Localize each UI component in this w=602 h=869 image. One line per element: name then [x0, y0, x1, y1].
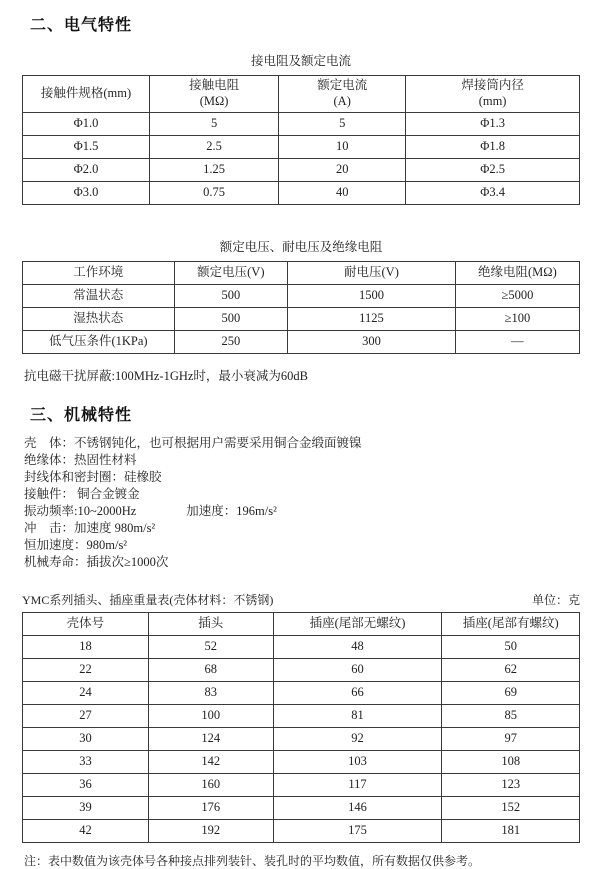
header-cell: 焊接筒内径 (mm)	[406, 76, 580, 113]
table-cell: 50	[442, 636, 580, 659]
table-cell: 1.25	[149, 159, 278, 182]
table-row	[23, 285, 580, 308]
table-cell: 1500	[288, 285, 456, 308]
table-cell: 30	[23, 728, 149, 751]
table-cell: 81	[273, 705, 442, 728]
table-cell: Φ3.0	[23, 182, 150, 205]
header-cell: 壳体号	[23, 613, 149, 636]
table-cell: Φ2.0	[23, 159, 150, 182]
table-cell: 300	[288, 331, 456, 354]
table-cell: 103	[273, 751, 442, 774]
table-cell: 500	[174, 285, 288, 308]
header-cell: 接触电阻 (MΩ)	[149, 76, 278, 113]
table-cell: 60	[273, 659, 442, 682]
voltage-table-caption: 额定电压、耐电压及绝缘电阻	[219, 240, 383, 254]
table-cell: Φ1.0	[23, 113, 150, 136]
table-cell: 146	[273, 797, 442, 820]
table-row	[23, 751, 580, 774]
table-cell: 92	[273, 728, 442, 751]
table-cell: 117	[273, 774, 442, 797]
table-cell: 40	[279, 182, 406, 205]
table-cell: 142	[148, 751, 273, 774]
table-row	[23, 705, 580, 728]
table-cell: ≥5000	[455, 285, 579, 308]
weight-table-caption: YMC系列插头、插座重量表(壳体材料：不锈钢)	[22, 593, 274, 607]
table-cell: 48	[273, 636, 442, 659]
table-cell: Φ1.8	[406, 136, 580, 159]
table-cell: 20	[279, 159, 406, 182]
table-cell: 250	[174, 331, 288, 354]
table-header	[23, 262, 580, 285]
spec-line: 机械寿命：插拔次≥1000次	[24, 555, 169, 569]
table-header	[23, 613, 580, 636]
table-cell: 97	[442, 728, 580, 751]
table-cell: 52	[148, 636, 273, 659]
table-cell: ≥100	[455, 308, 579, 331]
table-cell: 10	[279, 136, 406, 159]
table-row	[23, 113, 580, 136]
table-cell: 176	[148, 797, 273, 820]
table-row	[23, 331, 580, 354]
table-cell: 36	[23, 774, 149, 797]
table-cell: 0.75	[149, 182, 278, 205]
table-cell: Φ3.4	[406, 182, 580, 205]
table-cell: 175	[273, 820, 442, 843]
spec-line: 封线体和密封圈：硅橡胶	[24, 470, 162, 484]
section-electrical-title: 二、电气特性	[30, 17, 133, 34]
table-footnote: 注：表中数值为该壳体号各种接点排列装针、装孔时的平均数值，所有数据仅供参考。	[24, 854, 481, 868]
table-cell: 68	[148, 659, 273, 682]
weight-table-unit-label: 单位：克	[531, 593, 580, 607]
table-cell: 5	[279, 113, 406, 136]
table-cell: Φ2.5	[406, 159, 580, 182]
table-row	[23, 308, 580, 331]
header-cell: 额定电流 (A)	[279, 76, 406, 113]
table-row	[23, 682, 580, 705]
spec-line: 恒加速度：980m/s²	[24, 538, 128, 552]
weight-table	[22, 612, 580, 843]
table-cell: 66	[273, 682, 442, 705]
table-row	[23, 797, 580, 820]
emi-shielding-note: 抗电磁干扰屏蔽:100MHz-1GHz时，最小衰减为60dB	[24, 369, 309, 383]
table-cell: 181	[442, 820, 580, 843]
spec-line: 壳 体：不锈钢钝化，也可根据用户需要采用铜合金缎面镀镍	[24, 436, 362, 450]
table-cell: 5	[149, 113, 278, 136]
table-header	[23, 76, 580, 113]
table-cell: 24	[23, 682, 149, 705]
table-cell: —	[455, 331, 579, 354]
table-row	[23, 159, 580, 182]
contact-resistance-table	[22, 75, 580, 205]
table-cell: 42	[23, 820, 149, 843]
header-cell: 绝缘电阻(MΩ)	[455, 262, 579, 285]
table-cell: 27	[23, 705, 149, 728]
table-cell: 33	[23, 751, 149, 774]
table-row	[23, 728, 580, 751]
table-row	[23, 820, 580, 843]
table-row	[23, 182, 580, 205]
header-cell: 插座(尾部有螺纹)	[442, 613, 580, 636]
table-row	[23, 636, 580, 659]
table-cell: 18	[23, 636, 149, 659]
table-row	[23, 136, 580, 159]
table-cell: 124	[148, 728, 273, 751]
header-cell: 接触件规格(mm)	[23, 76, 150, 113]
table-cell: 1125	[288, 308, 456, 331]
header-cell: 额定电压(V)	[174, 262, 288, 285]
table-cell: 62	[442, 659, 580, 682]
table-cell: 39	[23, 797, 149, 820]
table-cell: 108	[442, 751, 580, 774]
table-row	[23, 774, 580, 797]
mechanical-spec-list	[24, 435, 580, 571]
table-cell: 69	[442, 682, 580, 705]
spec-line: 振动频率:10~2000Hz 加速度：196m/s²	[24, 504, 277, 518]
table-cell: 123	[442, 774, 580, 797]
table-cell: 500	[174, 308, 288, 331]
table-cell: 低气压条件(1KPa)	[23, 331, 175, 354]
spec-line: 接触件： 铜合金镀金	[24, 487, 140, 501]
header-cell: 插头	[148, 613, 273, 636]
table-cell: 常温状态	[23, 285, 175, 308]
table-cell: 152	[442, 797, 580, 820]
table-cell: 85	[442, 705, 580, 728]
table-cell: 192	[148, 820, 273, 843]
table-cell: 83	[148, 682, 273, 705]
spec-line: 绝缘体：热固性材料	[24, 453, 137, 467]
weight-table-caption-row	[22, 591, 580, 608]
section-mechanical-title: 三、机械特性	[30, 407, 133, 424]
spec-line: 冲 击：加速度 980m/s²	[24, 521, 156, 535]
table-cell: 160	[148, 774, 273, 797]
header-cell: 耐电压(V)	[288, 262, 456, 285]
table-cell: 湿热状态	[23, 308, 175, 331]
header-cell: 插座(尾部无螺纹)	[273, 613, 442, 636]
table-cell: 22	[23, 659, 149, 682]
voltage-insulation-table	[22, 261, 580, 354]
table-cell: 2.5	[149, 136, 278, 159]
table-cell: Φ1.3	[406, 113, 580, 136]
table-cell: Φ1.5	[23, 136, 150, 159]
table-row	[23, 659, 580, 682]
contact-resistance-table-caption: 接电阻及额定电流	[250, 54, 351, 68]
table-cell: 100	[148, 705, 273, 728]
header-cell: 工作环境	[23, 262, 175, 285]
